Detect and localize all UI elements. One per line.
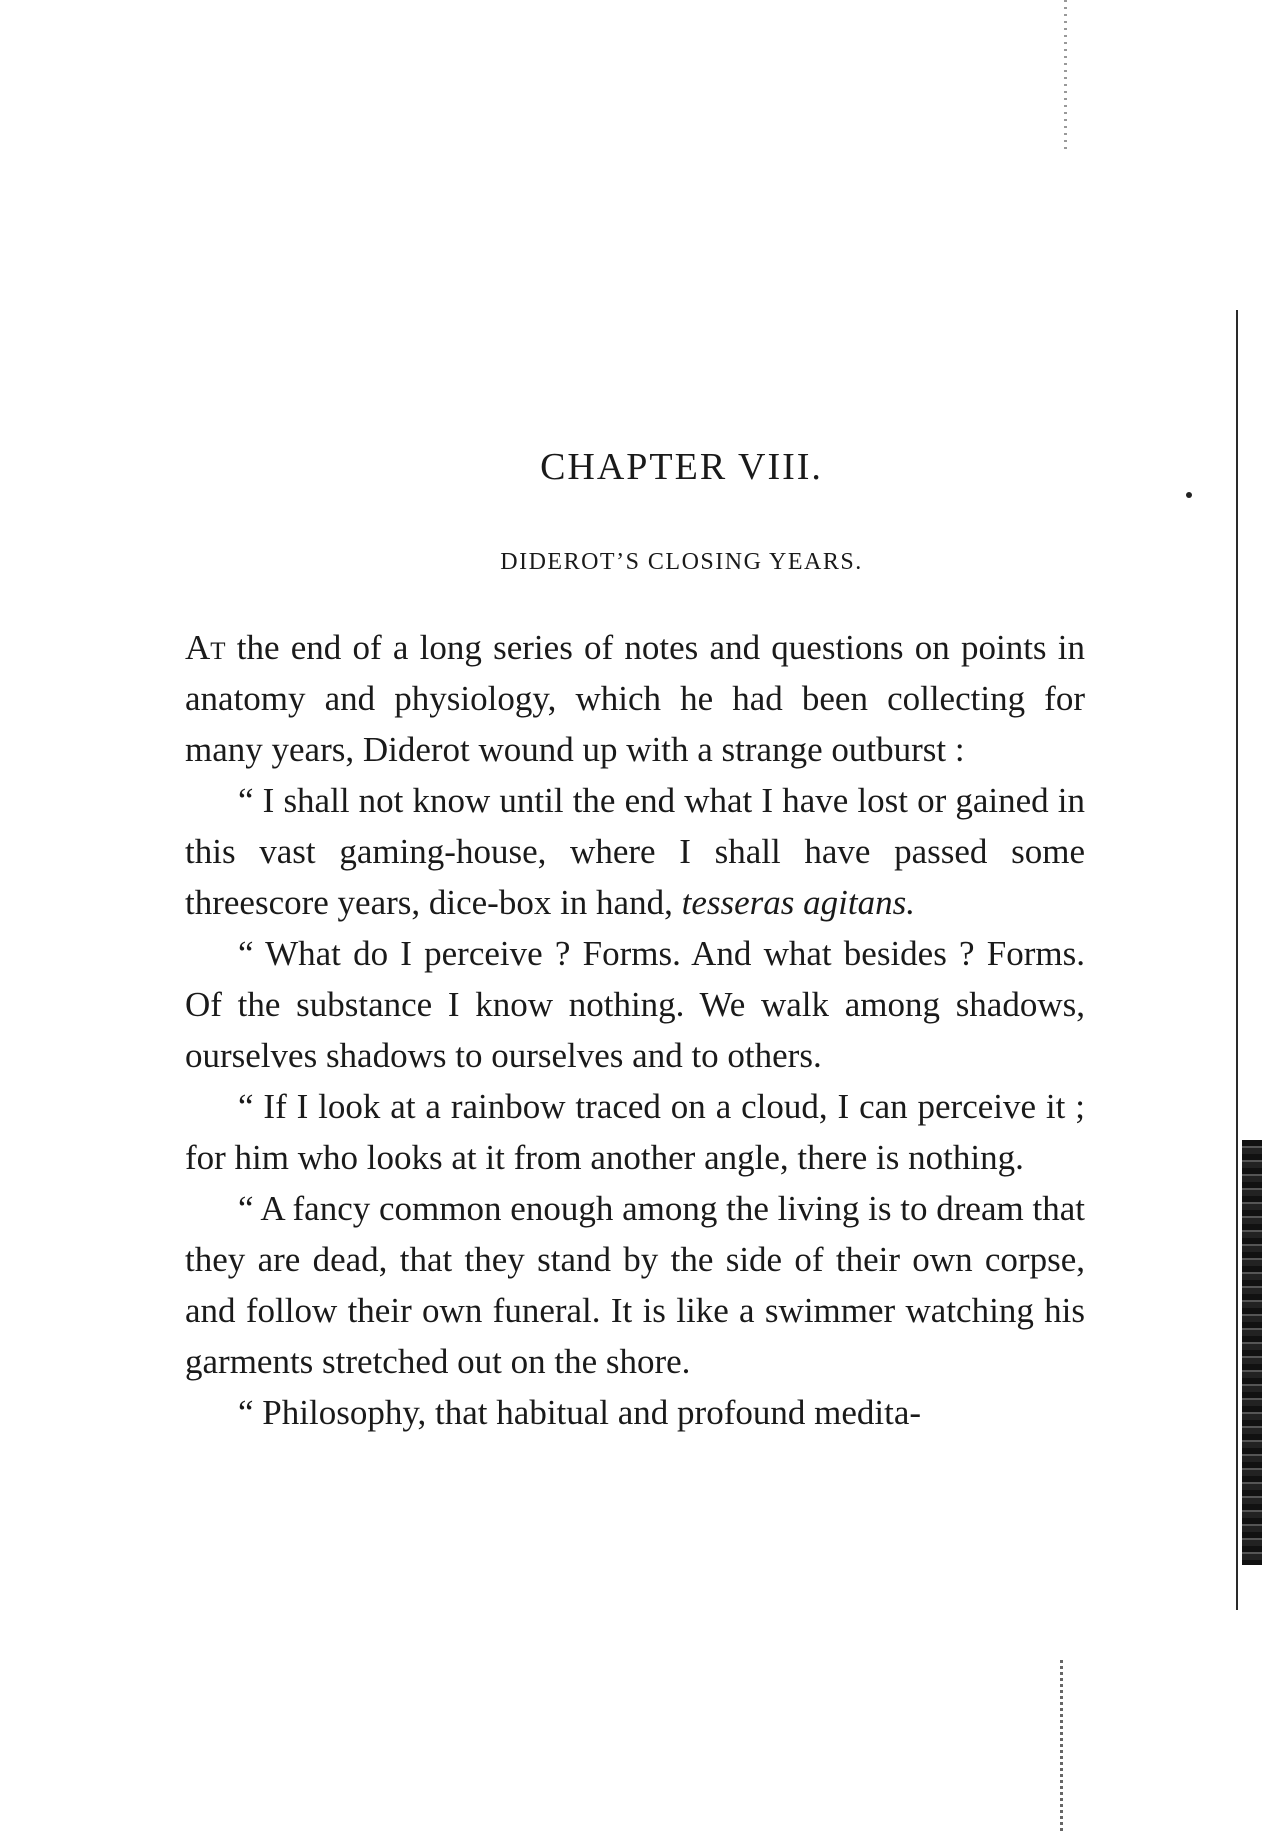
paragraph-1-text: the end of a long series of notes and questions on points in anatomy and physiology, which he had been collecting for many years, Diderot wound up with a strange outburst : (185, 628, 1085, 769)
chapter-body (185, 622, 1085, 1438)
page-edge-shadow (1242, 1140, 1262, 1565)
paragraph-2-text: “ I shall not know until the end what I have lost or gained in this vast gaming-house, where I shall have passed some threescore years, dice-box in hand, (185, 781, 1085, 922)
paragraph-3: “ What do I perceive ? Forms. And what besides ? Forms. Of the substance I know nothing. We walk among shadows, ourselves shadows to ourselves and to others. (185, 934, 1085, 1075)
chapter-heading: CHAPTER VIII. (540, 446, 823, 488)
paragraph-4: “ If I look at a rainbow traced on a cloud, I can perceive it ; for him who looks at it from another angle, there is nothing. (185, 1087, 1085, 1177)
edge-speckle-bottom (1060, 1660, 1063, 1832)
paragraph-6: “ Philosophy, that habitual and profound medita- (238, 1393, 922, 1432)
opening-word: At (185, 628, 226, 667)
edge-speckle-top (1064, 0, 1067, 150)
page-edge-line (1236, 310, 1238, 1610)
latin-phrase: tesseras agitans. (681, 883, 915, 922)
scan-dot (1186, 492, 1192, 498)
paragraph-5: “ A fancy common enough among the living is to dream that they are dead, that they stand by the side of their own corpse, and follow their own funeral. It is like a swimmer watching his garments stretched out on the shore. (185, 1189, 1085, 1381)
paragraph-1 (185, 622, 1085, 775)
chapter-subtitle: DIDEROT’S CLOSING YEARS. (500, 549, 863, 575)
paragraph-2 (185, 775, 1085, 928)
